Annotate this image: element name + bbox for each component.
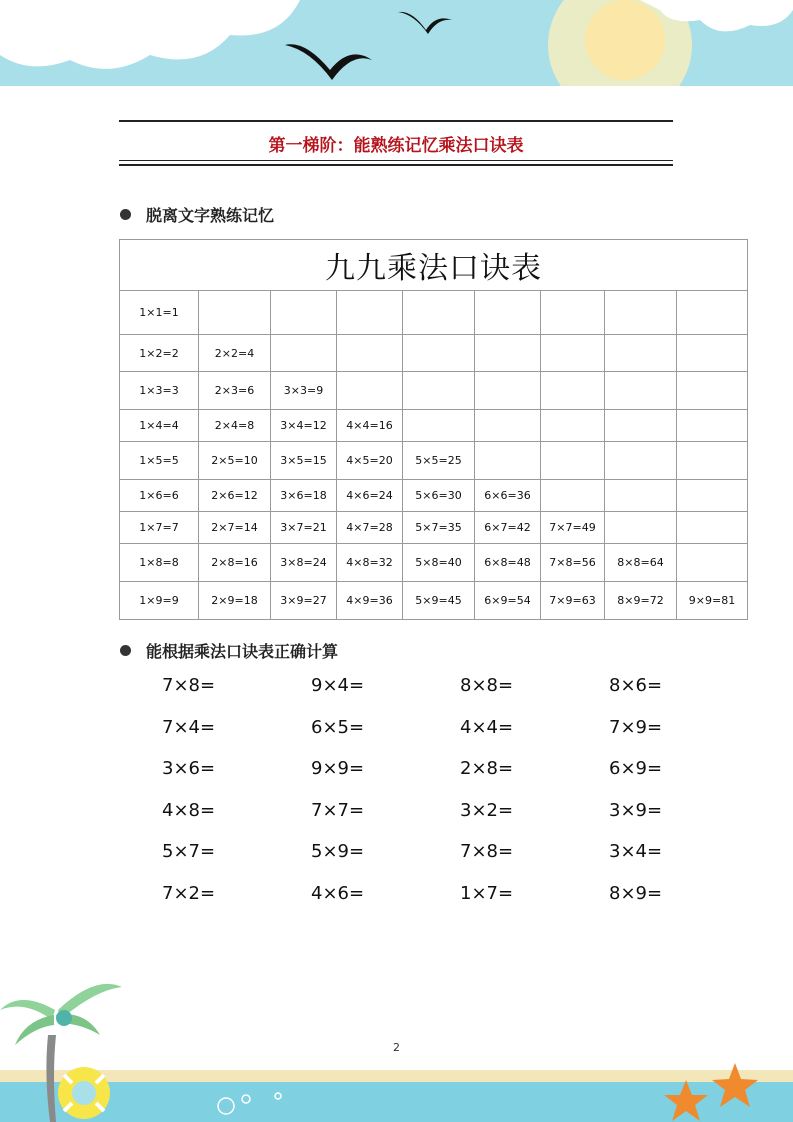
table-cell: 2×5=10 <box>199 442 271 480</box>
exercise-item: 7×8= <box>162 675 216 696</box>
table-row <box>120 410 748 442</box>
table-cell: 1×5=5 <box>120 442 199 480</box>
exercise-item: 5×9= <box>311 841 365 863</box>
table-cell: 2×4=8 <box>199 410 271 442</box>
table-cell: 3×8=24 <box>271 544 337 582</box>
table-cell: 7×8=56 <box>541 544 605 582</box>
table-row <box>120 512 748 544</box>
exercise-row <box>162 717 722 759</box>
table-cell: 4×9=36 <box>337 582 403 620</box>
exercise-item: 6×9= <box>609 758 663 780</box>
exercise-item: 8×8= <box>460 675 514 696</box>
table-cell: 6×7=42 <box>475 512 541 544</box>
table-cell: 5×7=35 <box>403 512 475 544</box>
title-bottom-rule-thick <box>119 164 673 166</box>
table-row <box>120 372 748 410</box>
table-row <box>120 442 748 480</box>
page-number: 2 <box>393 1041 400 1054</box>
exercise-item: 2×8= <box>460 758 514 780</box>
exercise-row <box>162 883 722 925</box>
table-cell: 7×7=49 <box>541 512 605 544</box>
title-band <box>119 120 673 166</box>
table-row <box>120 544 748 582</box>
exercise-item: 9×9= <box>311 758 365 780</box>
exercise-item: 7×2= <box>162 882 216 904</box>
table-cell: 5×5=25 <box>403 442 475 480</box>
exercise-item: 3×6= <box>162 758 216 780</box>
table-cell: 9×9=81 <box>677 582 748 620</box>
exercise-item: 7×9= <box>609 716 663 738</box>
exercise-item: 8×6= <box>609 675 663 696</box>
table-cell: 3×7=21 <box>271 512 337 544</box>
exercise-row <box>162 675 722 717</box>
table-heading: 九九乘法口诀表 <box>120 240 748 291</box>
exercise-item: 4×4= <box>460 716 514 738</box>
table-cell: 5×8=40 <box>403 544 475 582</box>
table-cell: 8×8=64 <box>605 544 677 582</box>
table-cell: 1×8=8 <box>120 544 199 582</box>
table-cell: 8×9=72 <box>605 582 677 620</box>
bullet-icon <box>120 209 131 220</box>
table-cell: 2×2=4 <box>199 335 271 372</box>
table-cell: 6×6=36 <box>475 480 541 512</box>
table-cell: 4×8=32 <box>337 544 403 582</box>
section-heading-1 <box>120 203 274 226</box>
exercise-item: 3×2= <box>460 799 514 821</box>
table-cell: 6×9=54 <box>475 582 541 620</box>
table-row <box>120 291 748 335</box>
table-heading-row <box>120 240 748 291</box>
multiplication-table <box>119 239 748 620</box>
table-cell: 1×1=1 <box>120 291 199 335</box>
exercise-item: 1×7= <box>460 882 514 904</box>
page-title: 第一梯阶：能熟练记忆乘法口诀表 <box>268 136 524 156</box>
exercise-item: 5×7= <box>162 841 216 863</box>
table-cell: 1×7=7 <box>120 512 199 544</box>
table-cell: 6×8=48 <box>475 544 541 582</box>
bullet-icon <box>120 645 131 656</box>
table-cell: 2×8=16 <box>199 544 271 582</box>
table-cell: 3×5=15 <box>271 442 337 480</box>
table-row <box>120 582 748 620</box>
top-sky-banner <box>0 0 793 92</box>
exercise-row <box>162 758 722 800</box>
table-cell: 4×6=24 <box>337 480 403 512</box>
exercise-item: 7×8= <box>460 841 514 863</box>
table-cell: 2×9=18 <box>199 582 271 620</box>
exercise-item: 9×4= <box>311 675 365 696</box>
exercise-item: 3×9= <box>609 799 663 821</box>
exercise-item: 8×9= <box>609 882 663 904</box>
table-cell: 2×7=14 <box>199 512 271 544</box>
table-cell: 4×7=28 <box>337 512 403 544</box>
section-1-label: 脱离文字熟练记忆 <box>146 206 275 225</box>
exercise-item: 4×8= <box>162 799 216 821</box>
table-cell: 7×9=63 <box>541 582 605 620</box>
title-bottom-rule <box>119 160 673 161</box>
table-cell: 2×6=12 <box>199 480 271 512</box>
table-cell: 4×4=16 <box>337 410 403 442</box>
table-cell: 1×9=9 <box>120 582 199 620</box>
table-cell: 1×4=4 <box>120 410 199 442</box>
exercise-item: 4×6= <box>311 882 365 904</box>
table-cell: 2×3=6 <box>199 372 271 410</box>
table-cell: 3×4=12 <box>271 410 337 442</box>
table-row <box>120 335 748 372</box>
exercise-item: 7×4= <box>162 716 216 738</box>
bottom-beach-banner <box>0 975 793 1122</box>
table-cell: 5×9=45 <box>403 582 475 620</box>
section-heading-2 <box>120 639 338 662</box>
table-cell: 1×2=2 <box>120 335 199 372</box>
table-cell: 3×3=9 <box>271 372 337 410</box>
title-top-rule <box>119 120 673 122</box>
table-row <box>120 480 748 512</box>
table-cell: 1×3=3 <box>120 372 199 410</box>
section-2-label: 能根据乘法口诀表正确计算 <box>146 642 339 661</box>
exercise-grid <box>162 675 722 925</box>
table-cell: 1×6=6 <box>120 480 199 512</box>
table-cell: 4×5=20 <box>337 442 403 480</box>
exercise-item: 3×4= <box>609 841 663 863</box>
table-cell: 5×6=30 <box>403 480 475 512</box>
exercise-row <box>162 800 722 842</box>
exercise-row <box>162 841 722 883</box>
coconut-icon <box>56 1010 72 1026</box>
exercise-item: 6×5= <box>311 716 365 738</box>
table-cell: 3×9=27 <box>271 582 337 620</box>
table-cell: 3×6=18 <box>271 480 337 512</box>
exercise-item: 7×7= <box>311 799 365 821</box>
